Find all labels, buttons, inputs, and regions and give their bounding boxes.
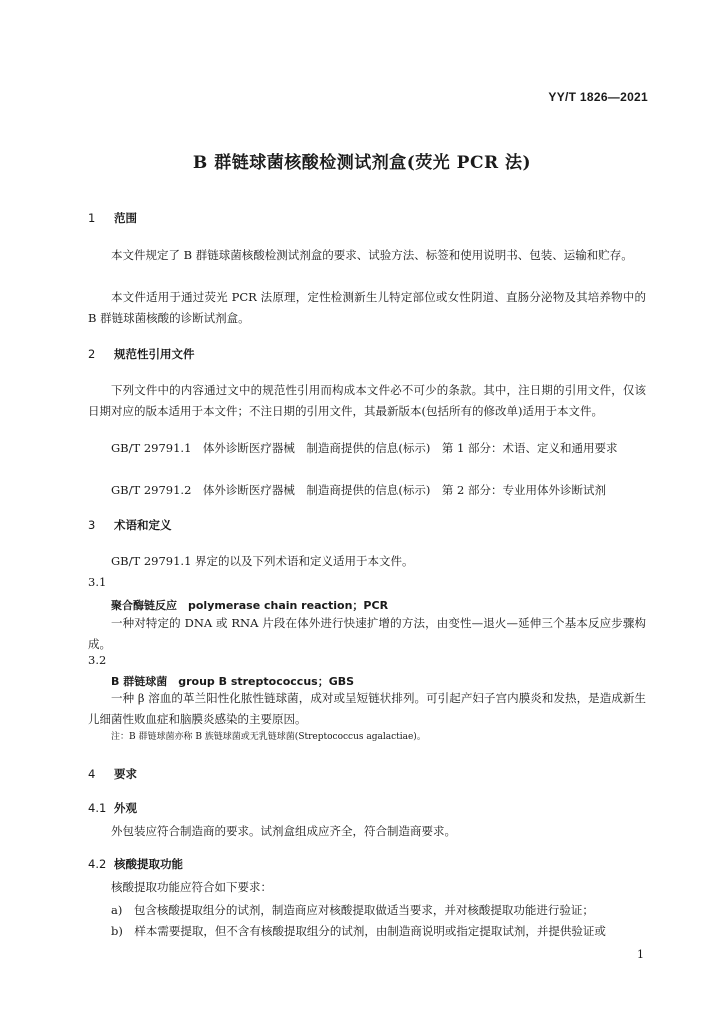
list-item-a: a) 包含核酸提取组分的试剂，制造商应对核酸提取做适当要求，并对核酸提取功能进行验证； <box>111 903 594 917</box>
section-4-2-heading: 4.2 核酸提取功能 <box>88 857 183 871</box>
reference-1: GB/T 29791.1 体外诊断医疗器械 制造商提供的信息(标示) 第 1 部分：术语、定义和通用要求 <box>111 441 618 455</box>
term-3-1-definition: 一种对特定的 DNA 或 RNA 片段在体外进行快速扩增的方法，由变性—退火—延伸三个基本反应步骤构成。 <box>88 616 646 651</box>
term-3-2-number: 3.2 <box>88 653 107 667</box>
reference-2: GB/T 29791.2 体外诊断医疗器械 制造商提供的信息(标示) 第 2 部分：专业用体外诊断试剂 <box>111 483 606 497</box>
section-4-1-paragraph: 外包装应符合制造商的要求。试剂盒组成应齐全，符合制造商要求。 <box>111 824 456 838</box>
term-3-2-title: B 群链球菌 group B streptococcus；GBS <box>111 675 355 688</box>
page-number: 1 <box>637 948 644 961</box>
term-3-2-definition: 一种 β 溶血的革兰阳性化脓性链球菌，成对或呈短链状排列。可引起产妇子宫内膜炎和发热，是造成新生儿细菌性败血症和脑膜炎感染的主要原因。 <box>88 691 646 726</box>
section-1-paragraph-2: 本文件适用于通过荧光 PCR 法原理，定性检测新生儿特定部位或女性阴道、直肠分泌物及其培养物中的 B 群链球菌核酸的诊断试剂盒。 <box>88 290 646 325</box>
section-3-heading: 3 术语和定义 <box>88 518 172 532</box>
term-3-2-note: 注：B 群链球菌亦称 B 族链球菌或无乳链球菌(Streptococcus agalactiae)。 <box>111 732 426 742</box>
section-1-paragraph-1: 本文件规定了 B 群链球菌核酸检测试剂盒的要求、试验方法、标签和使用说明书、包装、运输和贮存。 <box>111 248 633 262</box>
section-1-heading: 1 范围 <box>88 211 137 225</box>
document-title: B 群链球菌核酸检测试剂盒(荧光 PCR 法) <box>192 153 532 173</box>
section-3-intro: GB/T 29791.1 界定的以及下列术语和定义适用于本文件。 <box>111 554 414 568</box>
section-4-1-heading: 4.1 外观 <box>88 801 137 815</box>
section-2-heading: 2 规范性引用文件 <box>88 347 195 361</box>
standard-code: YY/T 1826—2021 <box>548 90 648 104</box>
section-4-2-paragraph: 核酸提取功能应符合如下要求： <box>111 880 272 894</box>
term-3-1-title: 聚合酶链反应 polymerase chain reaction；PCR <box>111 599 389 612</box>
section-4-heading: 4 要求 <box>88 767 137 781</box>
list-item-b: b) 样本需要提取，但不含有核酸提取组分的试剂，由制造商说明或指定提取试剂，并提供验证或 <box>111 924 606 938</box>
term-3-1-number: 3.1 <box>88 575 107 589</box>
section-2-paragraph: 下列文件中的内容通过文中的规范性引用而构成本文件必不可少的条款。其中，注日期的引用文件，仅该日期对应的版本适用于本文件；不注日期的引用文件，其最新版本(包括所有的修改单)适用于本文件。 <box>88 383 646 418</box>
